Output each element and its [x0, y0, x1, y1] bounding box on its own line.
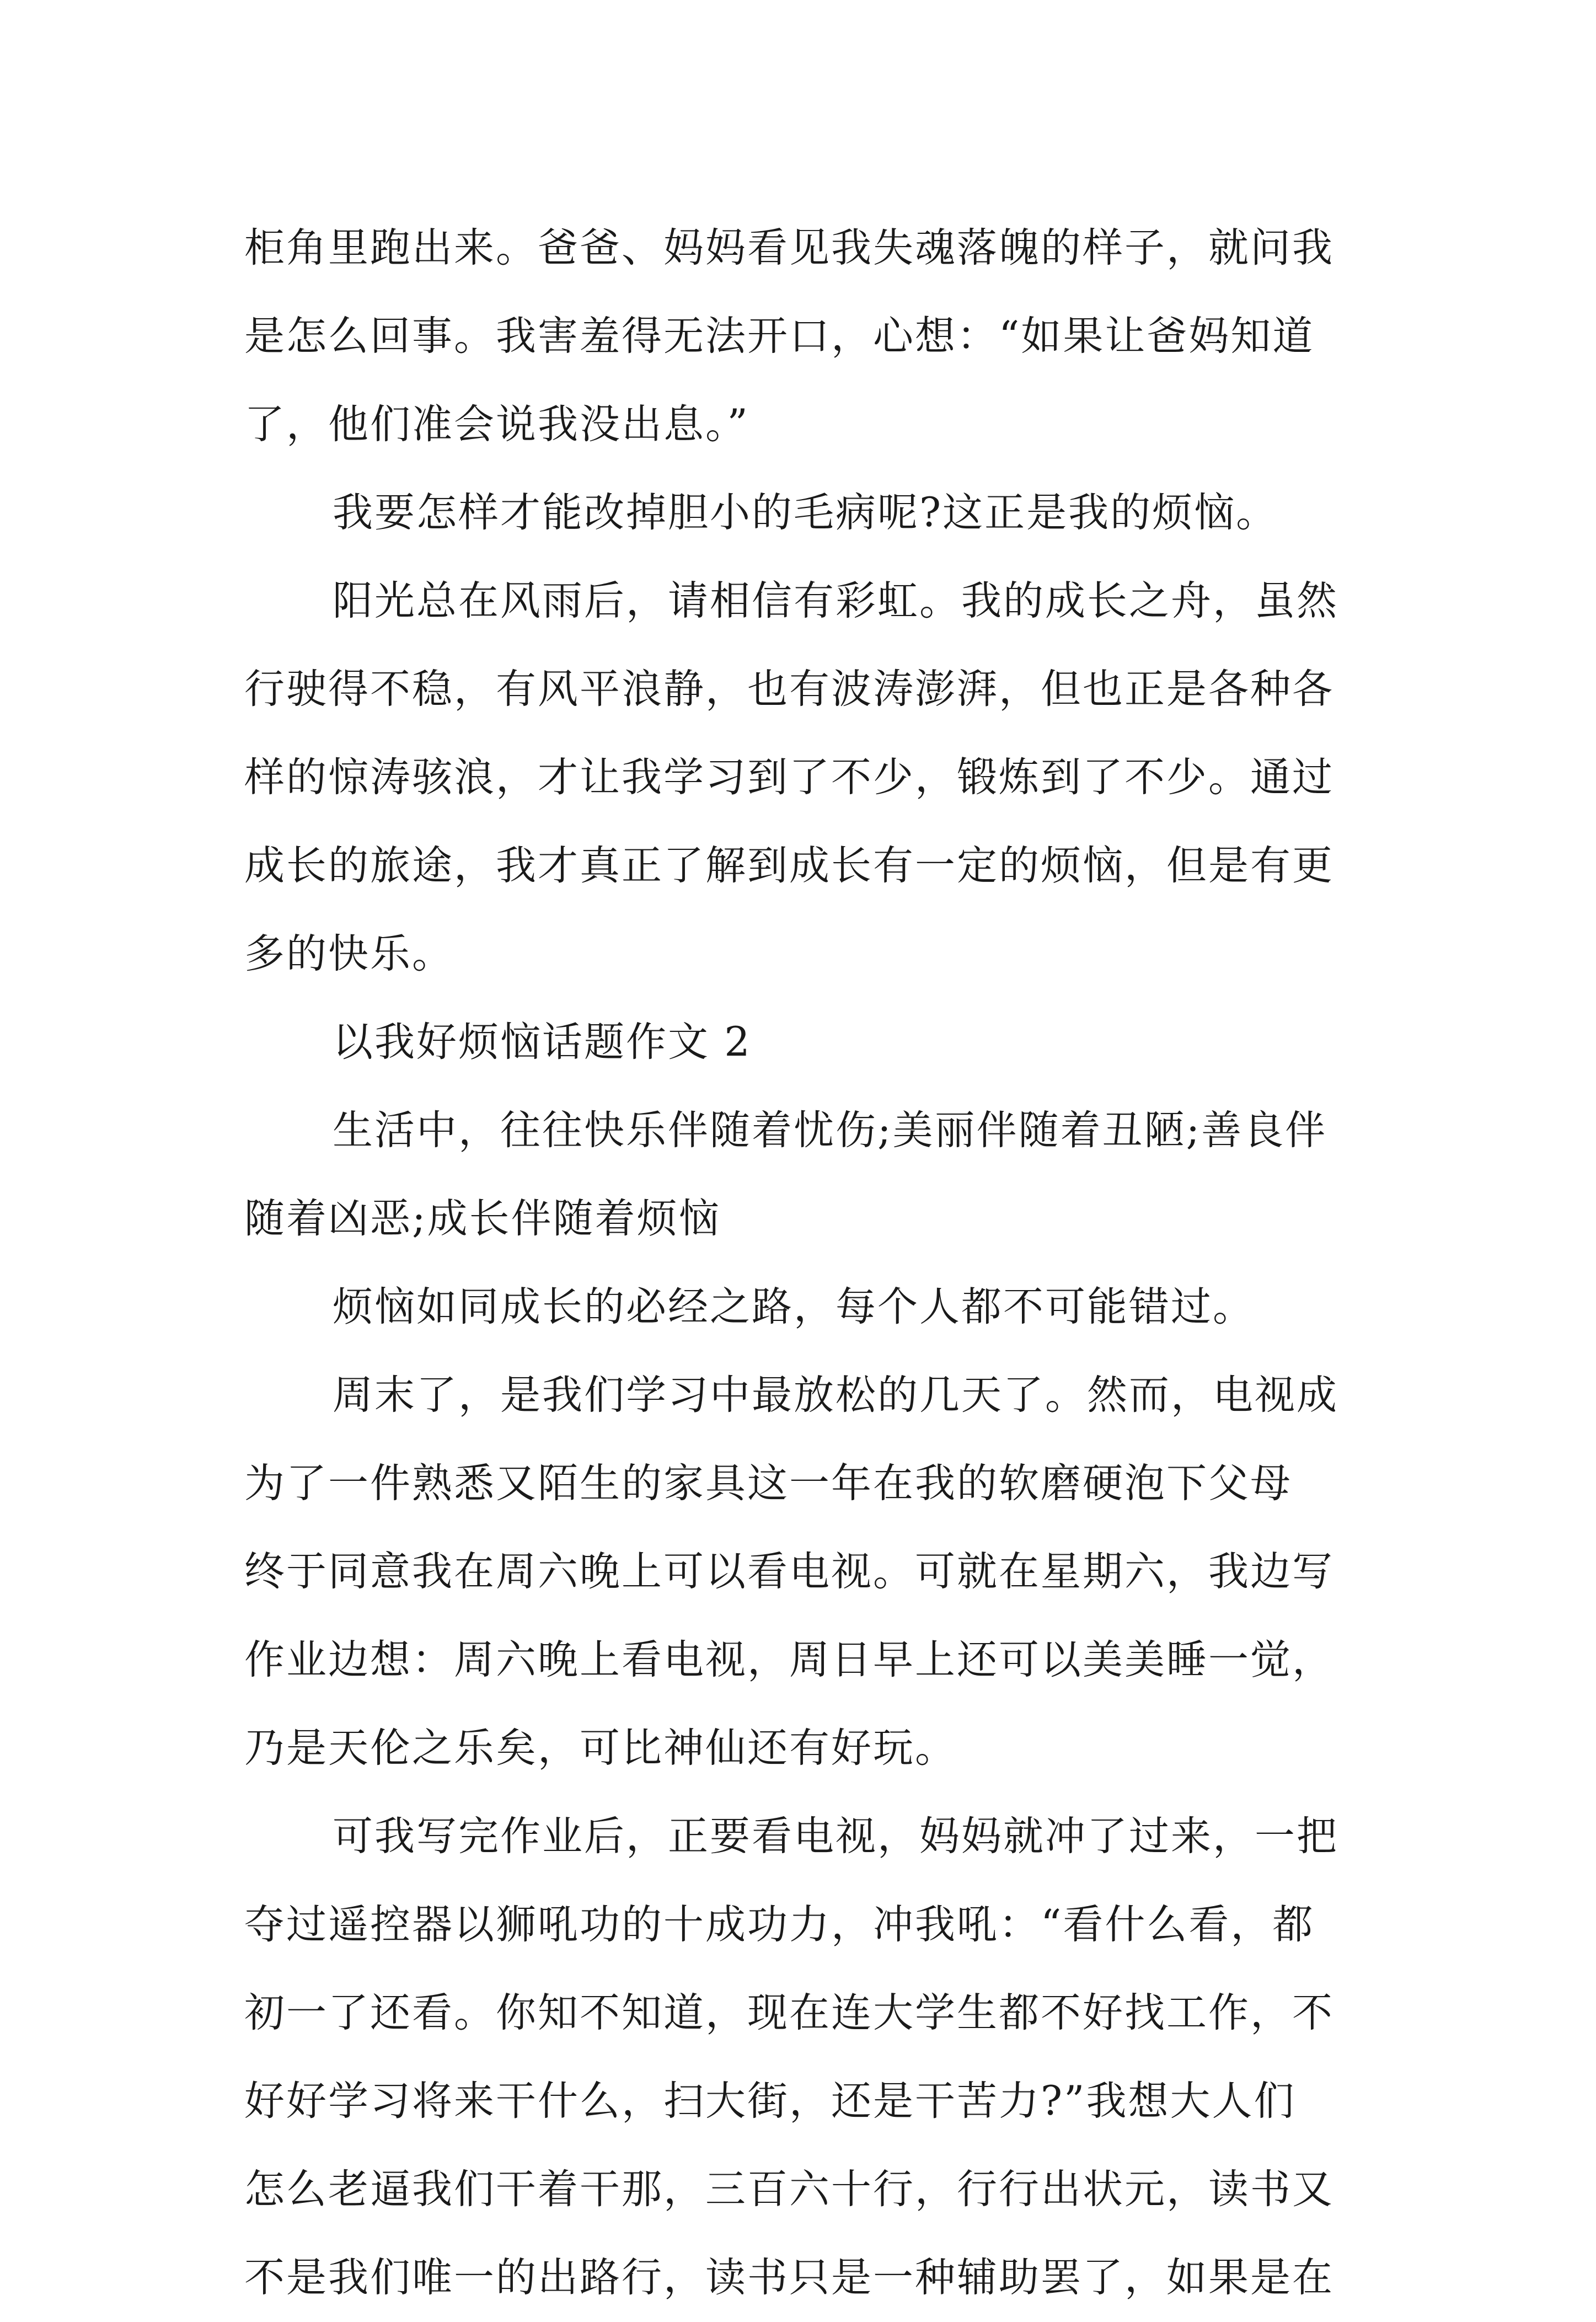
text-line: 我要怎样才能改掉胆小的毛病呢?这正是我的烦恼。: [333, 489, 1278, 536]
text-line: 作业边想：周六晚上看电视，周日早上还可以美美睡一觉，: [244, 1636, 1334, 1683]
text-line: 阳光总在风雨后，请相信有彩虹。我的成长之舟，虽然: [333, 577, 1338, 624]
text-line: 是怎么回事。我害羞得无法开口，心想：“如果让爸妈知道: [244, 313, 1315, 360]
text-line: 了，他们准会说我没出息。”: [244, 401, 749, 448]
text-line: 随着凶恶;成长伴随着烦恼: [244, 1195, 721, 1242]
text-line: 样的惊涛骇浪，才让我学习到了不少，锻炼到了不少。通过: [244, 754, 1334, 801]
text-line: 终于同意我在周六晚上可以看电视。可就在星期六，我边写: [244, 1548, 1334, 1595]
text-line: 初一了还看。你知不知道，现在连大学生都不好找工作，不: [244, 1989, 1334, 2036]
text-line: 多的快乐。: [244, 930, 454, 977]
text-line: 周末了，是我们学习中最放松的几天了。然而，电视成: [333, 1372, 1338, 1419]
text-line: 生活中，往往快乐伴随着忧伤;美丽伴随着丑陋;善良伴: [333, 1107, 1327, 1154]
text-line: 夺过遥控器以狮吼功的十成功力，冲我吼：“看什么看，都: [244, 1901, 1315, 1948]
text-line: 为了一件熟悉又陌生的家具这一年在我的软磨硬泡下父母: [244, 1460, 1292, 1507]
text-line: 好好学习将来干什么，扫大街，还是干苦力?”我想大人们: [244, 2078, 1296, 2125]
text-line: 不是我们唯一的出路行，读书只是一种辅助罢了，如果是在: [244, 2254, 1334, 2301]
section-heading: 以我好烦恼话题作文 2: [333, 1019, 752, 1066]
text-line: 烦恼如同成长的必经之路，每个人都不可能错过。: [333, 1283, 1255, 1330]
text-line: 行驶得不稳，有风平浪静，也有波涛澎湃，但也正是各种各: [244, 666, 1334, 713]
text-line: 乃是天伦之乐矣，可比神仙还有好玩。: [244, 1725, 957, 1772]
text-line: 成长的旅途，我才真正了解到成长有一定的烦恼，但是有更: [244, 842, 1334, 889]
text-line: 可我写完作业后，正要看电视，妈妈就冲了过来，一把: [333, 1813, 1338, 1860]
text-line: 怎么老逼我们干着干那，三百六十行，行行出状元，读书又: [244, 2166, 1334, 2213]
text-line: 柜角里跑出来。爸爸、妈妈看见我失魂落魄的样子，就问我: [244, 224, 1334, 271]
